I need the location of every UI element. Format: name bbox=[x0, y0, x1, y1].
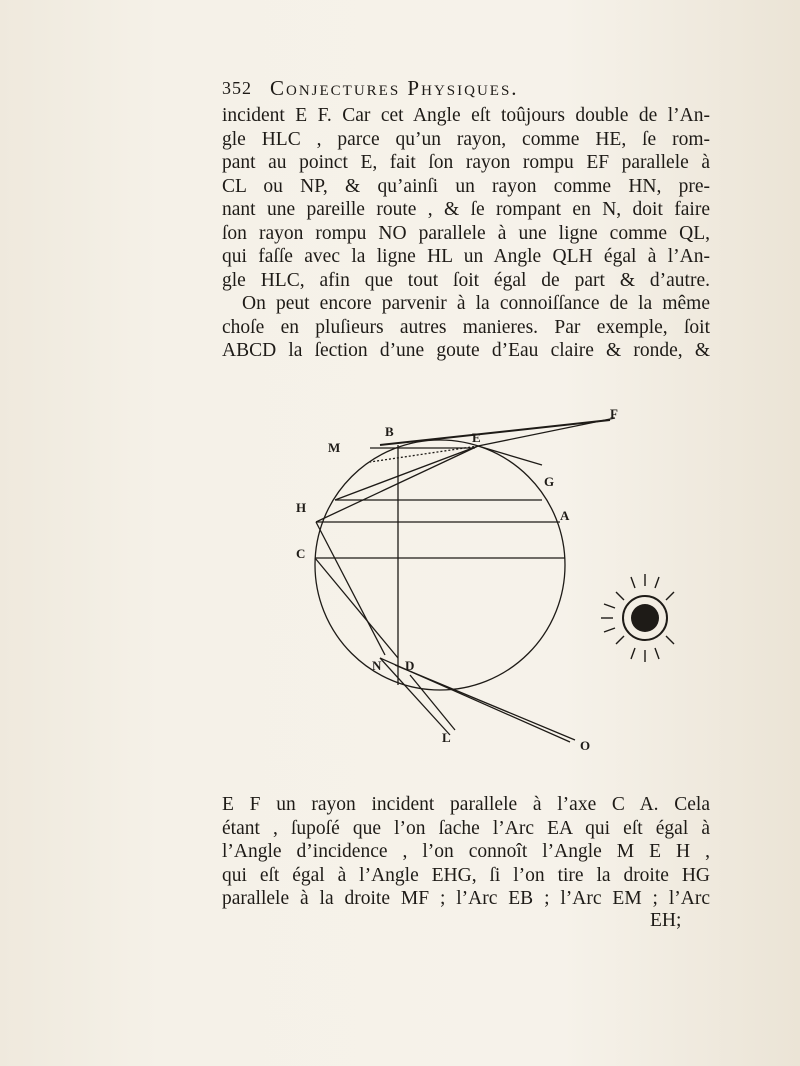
label-M: M bbox=[328, 440, 341, 455]
sun-icon bbox=[601, 574, 674, 662]
label-D: D bbox=[405, 658, 415, 673]
label-H: H bbox=[296, 500, 307, 515]
text-line: nant une pareille route , & ſe rompant en N, doit faire bbox=[222, 199, 710, 220]
text-line: qui eſt égal à l’Angle EHG, ſi l’on tire la droite HG bbox=[222, 864, 710, 886]
catchword: EH; bbox=[650, 910, 682, 931]
paragraph-1 bbox=[222, 104, 710, 363]
text-line: E F un rayon incident parallele à l’axe C A. Cela bbox=[222, 794, 710, 815]
text-line: qui faſſe avec la ligne HL un Angle QLH égal à l’An- bbox=[222, 246, 710, 267]
text-line: pant au poinct E, fait ſon rayon rompu EF parallele à bbox=[222, 152, 710, 173]
label-C: C bbox=[296, 546, 306, 561]
running-header bbox=[222, 76, 642, 106]
raindrop-refraction-diagram bbox=[280, 390, 680, 790]
label-F: F bbox=[610, 406, 618, 421]
text-line: étant , ſupoſé que l’on ſache l’Arc EA qui eſt égal à bbox=[222, 817, 710, 839]
text-line: ſon rayon rompu NO parallele à une ligne comme QL, bbox=[222, 222, 710, 244]
text-line: gle HLC , parce qu’un rayon, comme HE, ſe rom- bbox=[222, 128, 710, 150]
page-number: 352 bbox=[222, 78, 252, 98]
refracted-ray bbox=[335, 446, 478, 500]
text-line: l’Angle d’incidence , l’on connoît l’Angle M E H , bbox=[222, 841, 710, 862]
label-E: E bbox=[472, 430, 481, 445]
text-line: choſe en pluſieurs autres manieres. Par exemple, ſoit bbox=[222, 316, 710, 338]
tangent-top bbox=[380, 420, 610, 445]
reflected-ray bbox=[315, 558, 398, 658]
text-line: parallele à la droite MF ; l’Arc EB ; l’Arc EM ; l’Arc bbox=[222, 888, 710, 909]
ray-to-L bbox=[410, 675, 455, 730]
label-G: G bbox=[544, 474, 555, 489]
text-line: ABCD la ſection d’une goute d’Eau claire & ronde, & bbox=[222, 340, 710, 361]
text-line: gle HLC, afin que tout ſoit égal de part & d’autre. bbox=[222, 269, 710, 291]
label-B: B bbox=[385, 424, 394, 439]
reflected-ray bbox=[316, 522, 385, 655]
running-title: Conjectures Physiques. bbox=[270, 76, 519, 100]
text-line: On peut encore parvenir à la connoiſſance de la même bbox=[242, 293, 710, 314]
label-N: N bbox=[372, 658, 382, 673]
label-L: L bbox=[442, 730, 451, 745]
ray-to-L bbox=[380, 658, 450, 735]
text-line: incident E F. Car cet Angle eſt toûjours double de l’An- bbox=[222, 105, 710, 126]
label-O: O bbox=[580, 738, 591, 753]
label-A: A bbox=[560, 508, 570, 523]
text-line: CL ou NP, & qu’ainſi un rayon comme HN, pre- bbox=[222, 175, 710, 197]
drop-circle bbox=[315, 440, 565, 690]
paragraph-2 bbox=[222, 793, 710, 911]
